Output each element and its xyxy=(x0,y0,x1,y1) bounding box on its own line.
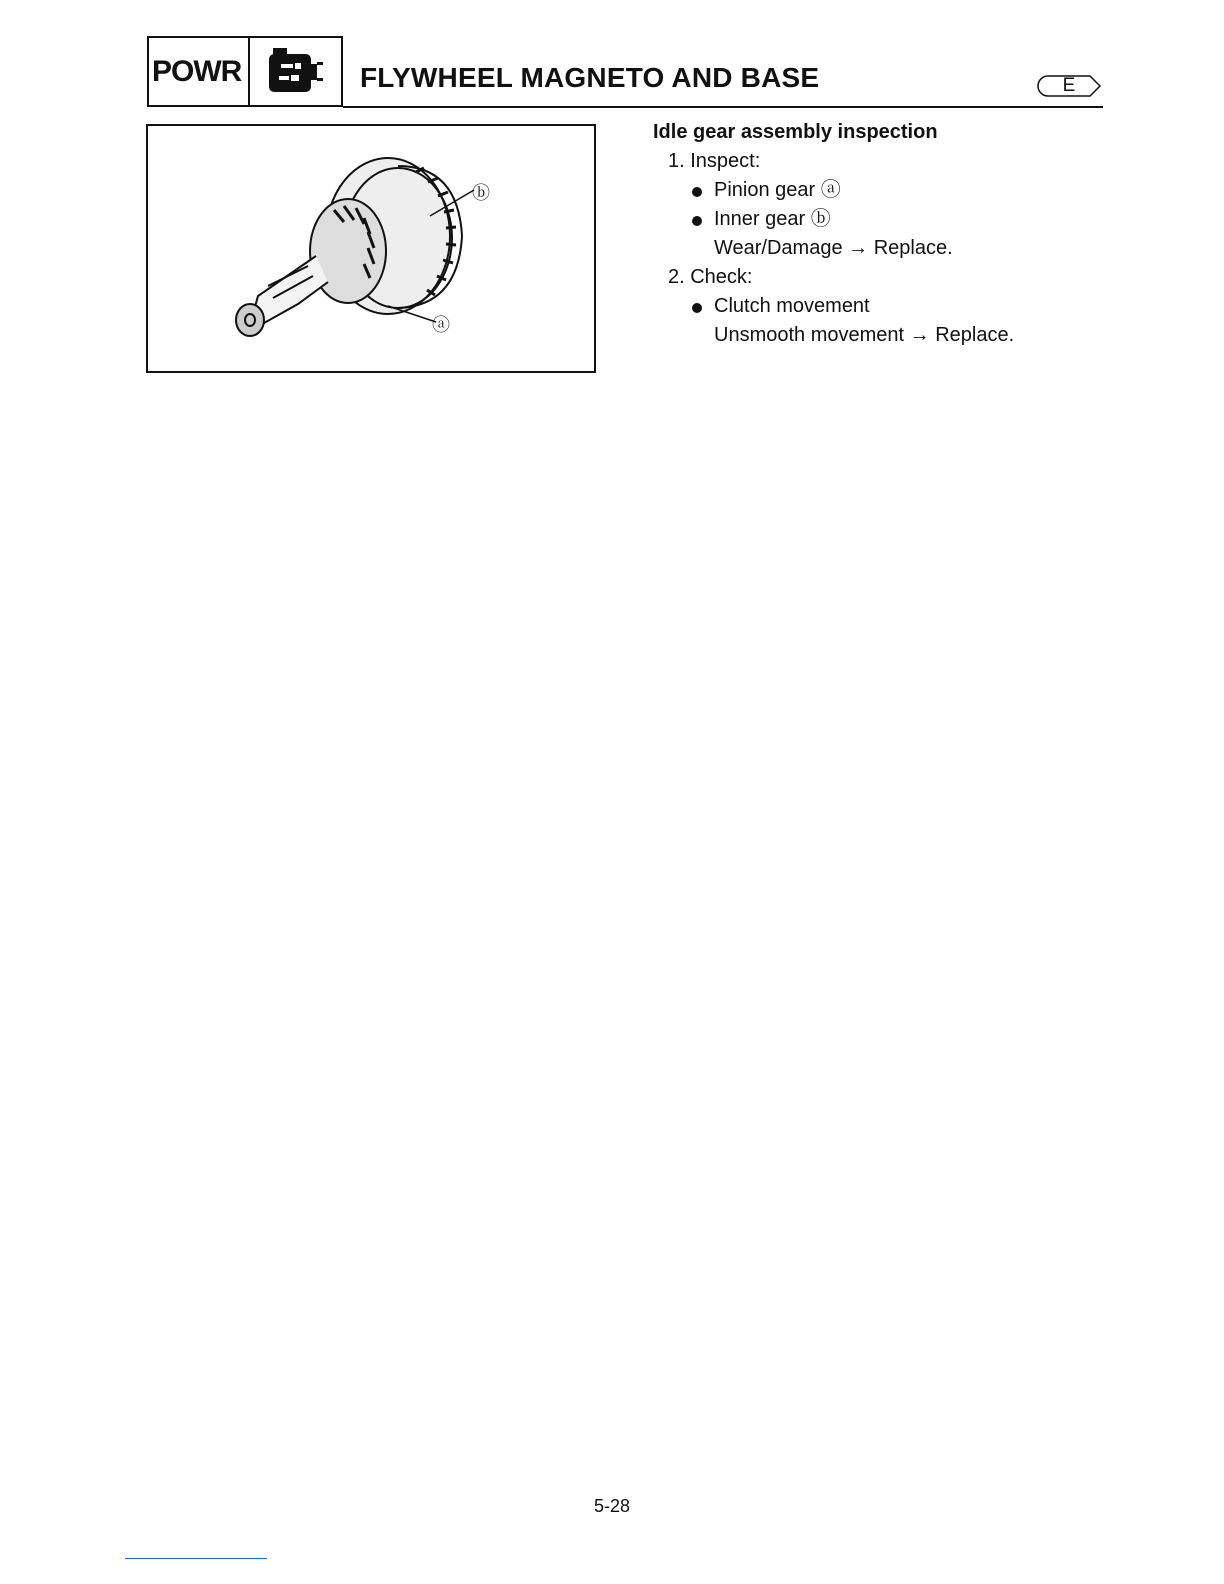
section-heading: Idle gear assembly inspection xyxy=(653,121,938,143)
page-number: 5-28 xyxy=(593,1496,631,1516)
callout-b: ⓑ xyxy=(472,183,490,204)
section-tab xyxy=(147,36,343,107)
figure-frame xyxy=(146,124,596,373)
language-badge xyxy=(1036,74,1102,98)
header-divider xyxy=(343,106,1103,108)
list-item-text: Inner gear ⓑ xyxy=(714,208,831,230)
inspection-content xyxy=(653,118,1193,350)
bullet-icon xyxy=(692,303,702,313)
list-item xyxy=(653,176,1193,205)
list-item-text: Pinion gear ⓐ xyxy=(714,179,841,201)
language-badge-letter: E xyxy=(1062,75,1076,96)
bullet-icon xyxy=(692,216,702,226)
footer-divider xyxy=(125,1558,267,1559)
step-label: 1. Inspect: xyxy=(668,150,761,172)
step-label: 2. Check: xyxy=(668,266,753,288)
section-tab-label: POWR xyxy=(149,38,250,105)
step-note: Wear/Damage → Replace. xyxy=(714,237,953,259)
bullet-icon xyxy=(692,187,702,197)
engine-icon xyxy=(250,38,341,105)
callout-a: ⓐ xyxy=(432,315,450,336)
list-item-text: Clutch movement xyxy=(714,295,870,317)
list-item xyxy=(653,292,1193,321)
page-title: FLYWHEEL MAGNETO AND BASE xyxy=(360,62,820,93)
step-note: Unsmooth movement → Replace. xyxy=(714,324,1015,346)
idle-gear-assembly-illustration xyxy=(148,126,594,371)
list-item xyxy=(653,205,1193,234)
